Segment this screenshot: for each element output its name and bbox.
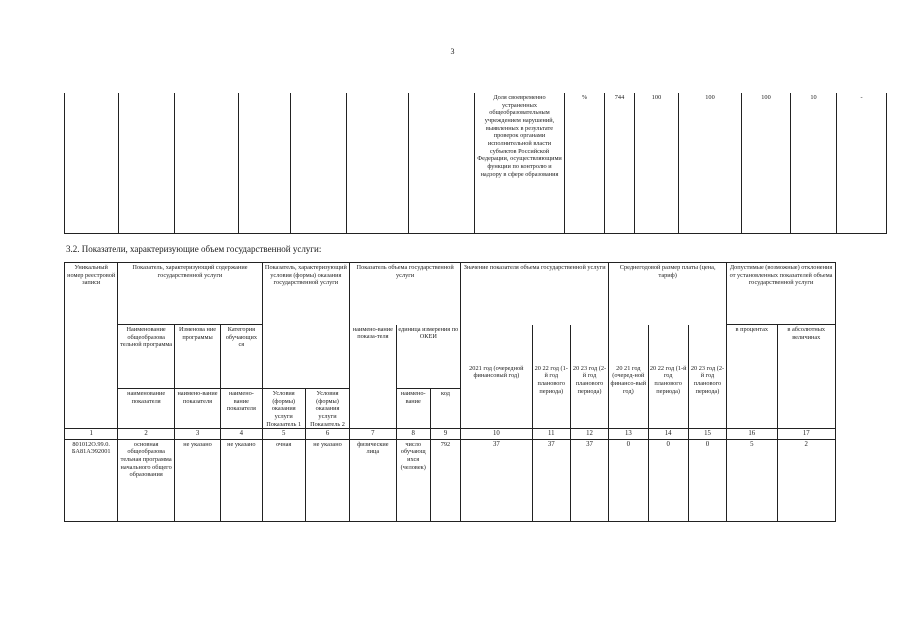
- column-number: 7: [350, 429, 396, 439]
- quality-indicators-table-continuation: [64, 93, 887, 234]
- price-2021: 0: [609, 439, 648, 521]
- header-year-2022: 20 22 год (1-й год планового периода): [532, 325, 570, 429]
- quality-value: 100: [679, 93, 742, 234]
- table-row: [65, 439, 836, 521]
- volume-indicators-table: [64, 262, 836, 522]
- header-program-name: Наименование общеобразова тельной программа: [118, 325, 174, 389]
- header-year-2023: 20 23 год (2-й год планового периода): [570, 325, 608, 429]
- section-title: 3.2. Показатели, характеризующие объем государственной услуги:: [66, 244, 322, 254]
- column-number: 6: [305, 429, 349, 439]
- column-number: 14: [648, 429, 688, 439]
- column-number: 17: [777, 429, 836, 439]
- empty-cell: [65, 93, 119, 234]
- header-program-change: Изменова ние программы: [174, 325, 220, 389]
- column-number: 2: [118, 429, 174, 439]
- header-indicator-1: наименование показателя: [118, 389, 174, 429]
- quality-unit: %: [565, 93, 605, 234]
- empty-cell: [409, 93, 475, 234]
- quality-value: 100: [742, 93, 791, 234]
- column-number: 11: [532, 429, 570, 439]
- empty-cell: [347, 93, 409, 234]
- column-number: 1: [65, 429, 118, 439]
- header-price-2022: 20 22 год (1-й год планового периода): [648, 325, 688, 429]
- header-price-2021: 20 21 год (очеред-ной финансо-вый год): [609, 325, 648, 429]
- volume-unit-code: 792: [430, 439, 460, 521]
- empty-cell: [119, 93, 175, 234]
- deviation-absolute: 2: [777, 439, 836, 521]
- quality-indicator-name: Доля своевременно устраненных общеобразовательным учреждением нарушений, выявленных в результате проверок органами исполнительной власти субъектов Российской Федерации, осуществляющими функции по контролю и надзору в сфере образования: [475, 93, 565, 234]
- column-number: 5: [262, 429, 305, 439]
- header-unit-name: наимено-вание: [396, 389, 430, 429]
- price-2023: 0: [688, 439, 726, 521]
- empty-cell: [239, 93, 291, 234]
- header-value-group: Значение показателя объема государственной услуги: [461, 263, 609, 325]
- value-2022: 37: [532, 439, 570, 521]
- empty-cell: [175, 93, 239, 234]
- column-number: 13: [609, 429, 648, 439]
- header-student-category: Категория обучающих ся: [221, 325, 262, 389]
- header-indicator-3: наимено-вание показателя: [221, 389, 262, 429]
- header-condition-1: Условия (формы) оказания услуги Показатель 1: [262, 389, 305, 429]
- column-number: 16: [727, 429, 777, 439]
- program-name: основная общеобразова тельная программа начального общего образования: [118, 439, 174, 521]
- volume-unit-name: число обучающ ихся (человек): [396, 439, 430, 521]
- volume-indicator-name: физические лица: [350, 439, 396, 521]
- column-number: 15: [688, 429, 726, 439]
- header-unit-group: единица измерения по ОКЕИ: [396, 325, 461, 389]
- column-number: 3: [174, 429, 220, 439]
- column-number: 8: [396, 429, 430, 439]
- header-price-group: Среднегодовой размер платы (цена, тариф): [609, 263, 727, 325]
- registry-number: 801012О.99.0. БА81АЭ92001: [65, 439, 118, 521]
- header-conditions-group: Показатель, характеризующий условия (формы) оказания государственной услуги: [262, 263, 350, 389]
- value-2021: 37: [461, 439, 533, 521]
- header-deviation-absolute: в абсолютных величинах: [777, 325, 836, 429]
- value-2023: 37: [570, 439, 608, 521]
- header-unique-number: Уникальный номер реестровой записи: [65, 263, 118, 429]
- column-number: 9: [430, 429, 460, 439]
- education-form-2: не указано: [305, 439, 349, 521]
- header-unit-code: код: [430, 389, 460, 429]
- page-number: 3: [450, 47, 455, 56]
- header-year-2021: 2021 год (очередной финансовый год): [461, 325, 533, 429]
- price-2022: 0: [648, 439, 688, 521]
- header-condition-2: Условия (формы) оказания услуги Показатель 2: [305, 389, 349, 429]
- header-deviation-group: Допустимые (возможные) отклонения от установленных показателей объема государственной услуги: [727, 263, 836, 325]
- header-content-group: Показатель, характеризующий содержание государственной услуги: [118, 263, 262, 325]
- column-number: 10: [461, 429, 533, 439]
- student-category: не указано: [221, 439, 262, 521]
- program-change: не указано: [174, 439, 220, 521]
- deviation-percent: 5: [727, 439, 777, 521]
- quality-value: 100: [635, 93, 679, 234]
- empty-cell: [291, 93, 347, 234]
- quality-value: 10: [791, 93, 837, 234]
- header-indicator-2: наимено-вание показателя: [174, 389, 220, 429]
- header-price-2023: 20 23 год (2-й год планового периода): [688, 325, 726, 429]
- column-number: 12: [570, 429, 608, 439]
- header-deviation-percent: в процентах: [727, 325, 777, 429]
- quality-value: -: [837, 93, 887, 234]
- header-volume-group: Показатель объема государственной услуги: [350, 263, 461, 325]
- column-number: 4: [221, 429, 262, 439]
- quality-okei-code: 744: [605, 93, 635, 234]
- education-form: очная: [262, 439, 305, 521]
- header-indicator-name: наимено-вание показа-теля: [350, 325, 396, 429]
